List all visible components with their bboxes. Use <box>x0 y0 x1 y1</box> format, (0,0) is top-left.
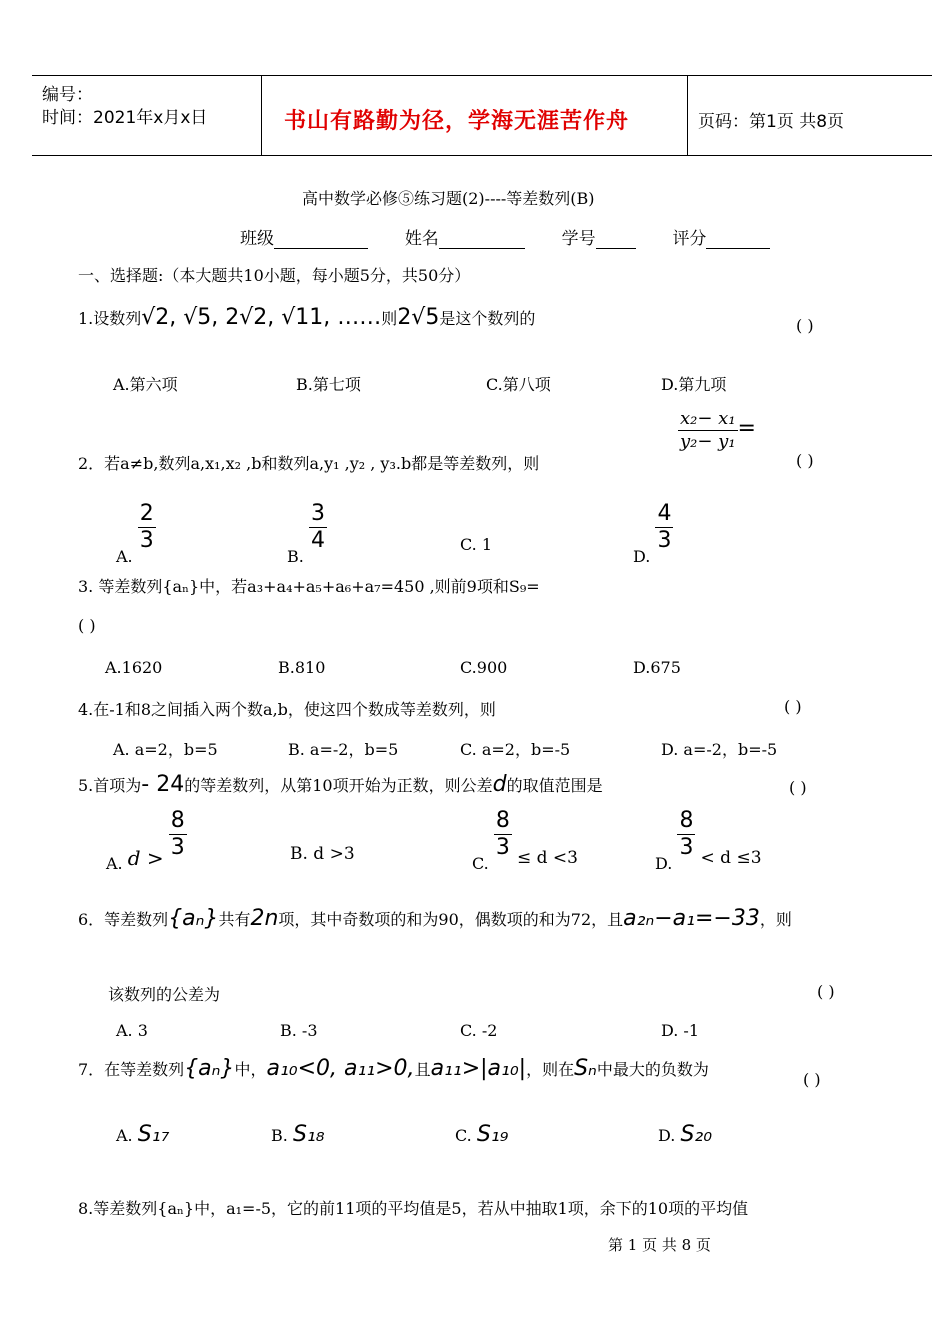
q5-option-d[interactable] <box>655 810 762 873</box>
q5-paren: ( ) <box>789 778 807 797</box>
q5-option-c[interactable] <box>472 810 578 873</box>
q7-paren: ( ) <box>803 1070 821 1089</box>
q1-option-d[interactable]: D.第九项 <box>661 375 727 394</box>
q4-option-b[interactable]: B. a=-2，b=5 <box>288 740 399 759</box>
q4-paren: ( ) <box>784 697 802 716</box>
q5-d: d <box>492 772 507 797</box>
q7-option-d[interactable] <box>658 1122 712 1147</box>
q2-d-label: D. <box>633 547 651 566</box>
q3-stem: 3. 等差数列{aₙ}中，若a₃+a₄+a₅+a₆+a₇=450 ,则前9项和S₉= <box>78 577 540 596</box>
q1-then: 则 <box>381 309 398 328</box>
q7-a-value: S₁₇ <box>137 1122 170 1147</box>
q1-prefix: 1.设数列 <box>78 309 142 328</box>
q7-and: 且 <box>414 1060 431 1079</box>
q6-option-d[interactable]: D. -1 <box>661 1021 700 1040</box>
q5-option-b[interactable]: B. d >3 <box>290 844 355 864</box>
q7-seq: {aₙ} <box>184 1056 235 1081</box>
q2-option-b[interactable] <box>287 503 327 566</box>
q1-option-c[interactable]: C.第八项 <box>486 375 551 394</box>
q2-a-label: A. <box>116 547 133 566</box>
q4-option-a[interactable]: A. a=2，b=5 <box>113 740 218 759</box>
q5-a-den: 3 <box>170 835 185 860</box>
q6-option-a[interactable]: A. 3 <box>116 1021 148 1040</box>
q5-d-num: 8 <box>679 808 694 833</box>
id-label: 学号 <box>561 229 596 249</box>
time-label: 时间：2021年x月x日 <box>42 108 208 128</box>
q5-first-term: - 24 <box>141 772 185 797</box>
header-divider-left <box>261 75 262 156</box>
q7-option-b[interactable] <box>271 1122 325 1147</box>
header-top-border <box>32 75 932 76</box>
q3-option-a[interactable]: A.1620 <box>105 658 163 677</box>
serial-label: 编号： <box>42 85 93 105</box>
q6-seq: {aₙ} <box>168 906 219 931</box>
q2-denominator: y₂− y₁ <box>679 431 736 452</box>
q7-b-value: S₁₈ <box>292 1122 325 1147</box>
q2-numerator: x₂− x₁ <box>680 408 736 429</box>
q3-option-c[interactable]: C.900 <box>460 658 508 677</box>
q6-stem <box>78 906 792 931</box>
q1-stem <box>78 305 535 330</box>
q5-option-a[interactable] <box>106 810 187 873</box>
id-field[interactable] <box>596 248 636 249</box>
q7-stem <box>78 1056 709 1081</box>
q5-a-expr: d > <box>127 846 164 870</box>
page-title: 高中数学必修⑤练习题(2)----等差数列(B) <box>302 189 595 208</box>
q8-stem: 8.等差数列{aₙ}中，a₁=-5，它的前11项的平均值是5，若从中抽取1项，余下的10项的平均值 <box>78 1199 749 1218</box>
q7-condition: a₁₀<0, a₁₁>0, <box>266 1056 415 1081</box>
q7-b-label: B. <box>271 1126 288 1145</box>
q2-b-num: 3 <box>310 501 325 526</box>
q2-a-den: 3 <box>139 528 154 553</box>
q2-option-c[interactable]: C. 1 <box>460 535 493 554</box>
q5-middle: 的等差数列，从第10项开始为正数，则公差 <box>184 776 493 795</box>
q6-line2: 该数列的公差为 <box>108 985 221 1004</box>
q5-d-label: D. <box>655 854 673 873</box>
q5-prefix: 5.首项为 <box>78 776 142 795</box>
score-field[interactable] <box>706 248 770 249</box>
q7-mid: 中， <box>234 1060 267 1079</box>
q2-b-den: 4 <box>310 528 325 553</box>
q7-end: 中最大的负数为 <box>596 1060 709 1079</box>
q5-c-den: 3 <box>495 835 510 860</box>
page-code: 页码：第1页 共8页 <box>698 112 845 132</box>
q6-paren: ( ) <box>817 982 835 1001</box>
page-footer: 第 1 页 共 8 页 <box>608 1236 711 1254</box>
q7-tail: ，则在 <box>526 1060 575 1079</box>
section-heading: 一、选择题:（本大题共10小题，每小题5分，共50分） <box>78 266 471 285</box>
q6-option-b[interactable]: B. -3 <box>280 1021 318 1040</box>
q3-option-d[interactable]: D.675 <box>633 658 681 677</box>
q7-option-c[interactable] <box>455 1122 508 1147</box>
q2-d-num: 4 <box>657 501 672 526</box>
q2-option-a[interactable] <box>116 503 156 566</box>
q5-d-expr: < d ≤3 <box>700 848 762 868</box>
q7-c-value: S₁₉ <box>476 1122 509 1147</box>
q5-a-label: A. <box>106 854 123 873</box>
q6-n: 2n <box>250 906 279 931</box>
motto: 书山有路勤为径，学海无涯苦作舟 <box>284 109 630 134</box>
q5-suffix: 的取值范围是 <box>506 776 603 795</box>
q7-c-label: C. <box>455 1126 472 1145</box>
q6-has: 共有 <box>218 910 251 929</box>
q5-stem <box>78 772 603 797</box>
q6-prefix: 6．等差数列 <box>78 910 169 929</box>
q3-option-b[interactable]: B.810 <box>278 658 326 677</box>
q4-option-c[interactable]: C. a=2，b=-5 <box>460 740 571 759</box>
q7-prefix: 7．在等差数列 <box>78 1060 185 1079</box>
q5-a-num: 8 <box>170 808 185 833</box>
q4-option-d[interactable]: D. a=-2，b=-5 <box>661 740 778 759</box>
q7-option-a[interactable] <box>116 1122 169 1147</box>
q3-paren: ( ) <box>78 616 96 635</box>
q2-stem: 2．若a≠b,数列a,x₁,x₂ ,b和数列a,y₁ ,y₂ , y₃.b都是等差数列，则 <box>78 454 540 473</box>
q7-sn: Sₙ <box>574 1056 597 1081</box>
class-label: 班级 <box>240 229 274 249</box>
q2-b-label: B. <box>287 547 304 566</box>
q7-condition-2: a₁₁>|a₁₀| <box>430 1056 527 1081</box>
q1-suffix: 是这个数列的 <box>439 309 536 328</box>
q7-d-label: D. <box>658 1126 676 1145</box>
q1-target: 2√5 <box>397 305 440 330</box>
q1-paren: ( ) <box>796 316 814 335</box>
q2-equals: = <box>737 416 756 441</box>
q5-d-den: 3 <box>679 835 694 860</box>
q7-a-label: A. <box>116 1126 133 1145</box>
q4-stem: 4.在-1和8之间插入两个数a,b，使这四个数成等差数列，则 <box>78 700 496 719</box>
q2-option-d[interactable] <box>633 503 673 566</box>
q1-option-a[interactable]: A.第六项 <box>113 375 178 394</box>
class-field[interactable] <box>274 248 368 249</box>
q6-option-c[interactable]: C. -2 <box>460 1021 498 1040</box>
score-label: 评分 <box>672 229 707 249</box>
q1-sequence: √2, √5, 2√2, √11, …… <box>141 305 382 330</box>
q6-text: 项，其中奇数项的和为90，偶数项的和为72，且 <box>278 910 624 929</box>
q6-condition: a₂ₙ−a₁=−33 <box>623 906 760 931</box>
info-row <box>240 224 770 249</box>
header-bottom-border <box>32 155 932 156</box>
name-field[interactable] <box>439 248 525 249</box>
q5-c-expr: ≤ d <3 <box>516 848 578 868</box>
q1-option-b[interactable]: B.第七项 <box>296 375 361 394</box>
q2-a-num: 2 <box>139 501 154 526</box>
q5-c-label: C. <box>472 854 489 873</box>
q5-c-num: 8 <box>495 808 510 833</box>
q2-paren: ( ) <box>796 451 814 470</box>
q2-fraction <box>678 410 756 451</box>
name-label: 姓名 <box>404 229 439 249</box>
q7-d-value: S₂₀ <box>680 1122 713 1147</box>
q2-d-den: 3 <box>657 528 672 553</box>
header-divider-right <box>687 75 688 156</box>
q6-tail: ，则 <box>759 910 792 929</box>
